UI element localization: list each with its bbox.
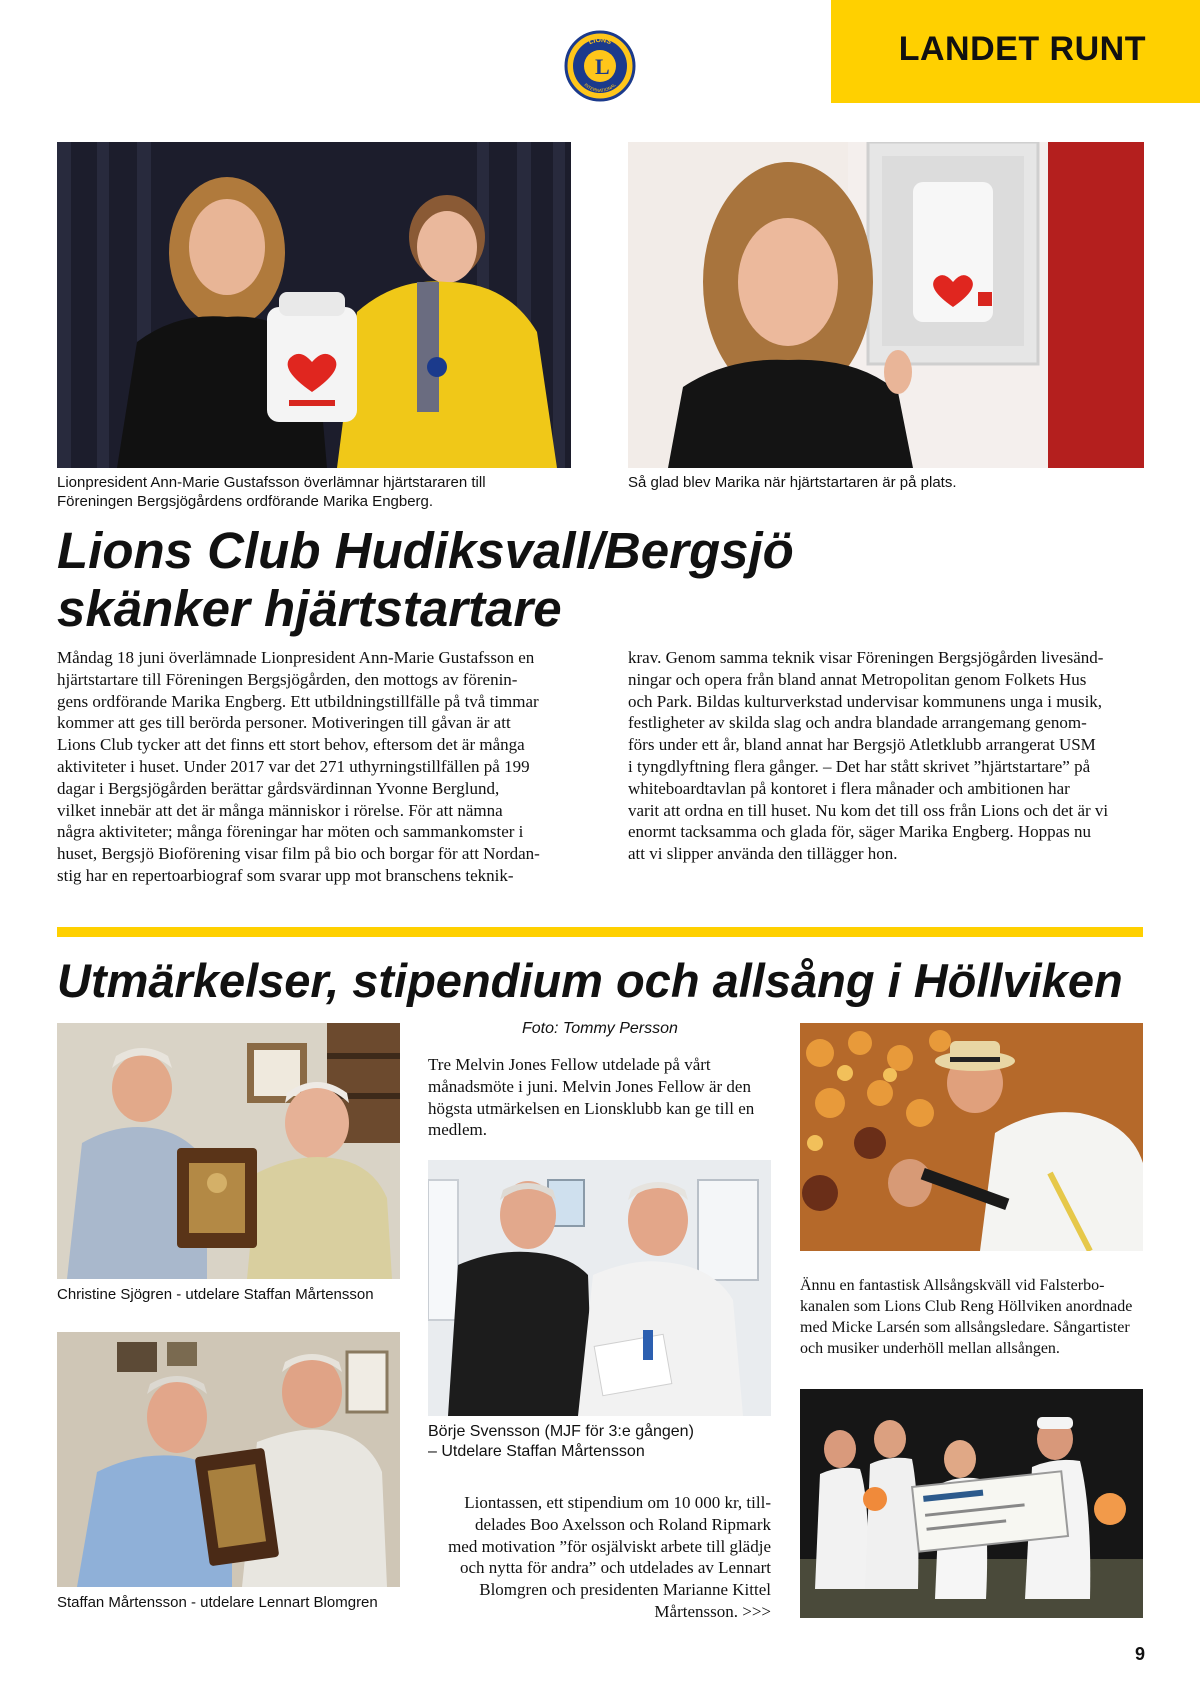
logo-text-bottom: INTERNATIONAL bbox=[583, 82, 617, 94]
article1-column-2 bbox=[628, 647, 1148, 865]
article1-column-1 bbox=[57, 647, 577, 887]
headline-line: skänker hjärtstartare bbox=[57, 580, 562, 637]
allsang-text bbox=[800, 1275, 1160, 1359]
body-line: varit att ordna en till huset. Nu kom det till oss från Lions och det är vi bbox=[628, 800, 1109, 820]
caption-line: – Utdelare Staffan Mårtensson bbox=[428, 1443, 645, 1460]
body-line: Ännu en fantastisk Allsångskväll vid Falsterbo- bbox=[800, 1277, 1105, 1294]
body-line: att vi slipper använda den tillägger hon. bbox=[628, 844, 898, 864]
body-line: ningar och opera från bland annat Metropolitan genom Folkets Hus bbox=[628, 669, 1087, 689]
photo-marika-aed bbox=[628, 142, 1144, 468]
section-title: LANDET RUNT bbox=[898, 30, 1146, 68]
headline-line: Lions Club Hudiksvall/Bergsjö bbox=[57, 522, 794, 579]
body-line: stig har en repertoarbiograf som svarar upp mot branschens teknik- bbox=[57, 865, 514, 885]
svg-text:L: L bbox=[595, 54, 610, 79]
body-line: med motivation ”för osjälviskt arbete till glädje bbox=[448, 1536, 771, 1556]
photo-liontassen-check bbox=[800, 1389, 1143, 1618]
body-line: Måndag 18 juni överlämnade Lionpresident Ann-Marie Gustafsson en bbox=[57, 648, 535, 667]
lions-logo bbox=[562, 28, 638, 104]
photo-borje-svensson bbox=[428, 1160, 771, 1416]
body-line: med Micke Larsén som allsångsledare. Sångartister bbox=[800, 1319, 1130, 1336]
body-line: högsta utmärkelsen en Lionsklubb kan ge till en bbox=[428, 1098, 755, 1118]
article2-headline: Utmärkelser, stipendium och allsång i Höllviken bbox=[57, 954, 1123, 1007]
body-line: enormt tacksamma och glada för, säger Marika Engberg. Hoppas nu bbox=[628, 822, 1092, 842]
body-line: medlem. bbox=[428, 1120, 488, 1140]
body-line: kommer att ges till berörda personer. Motiveringen till gåvan är att bbox=[57, 713, 511, 733]
body-line: Blomgren och presidenten Marianne Kittel bbox=[479, 1580, 771, 1600]
article1-headline bbox=[57, 522, 917, 638]
body-line: och musiker underhöll mellan allsången. bbox=[800, 1340, 1060, 1357]
photo-handover bbox=[57, 142, 571, 468]
body-line: krav. Genom samma teknik visar Föreningen Bergsjögården livesänd- bbox=[628, 648, 1104, 667]
body-line: Mårtensson. >>> bbox=[654, 1601, 771, 1621]
caption-borje bbox=[428, 1422, 788, 1462]
caption-christine: Christine Sjögren - utdelare Staffan Mårtensson bbox=[57, 1286, 374, 1303]
body-line: Liontassen, ett stipendium om 10 000 kr, till- bbox=[464, 1493, 771, 1512]
photo2-caption: Så glad blev Marika när hjärtstartaren är på plats. bbox=[628, 474, 957, 491]
body-line: dagar i Bergsjögården berättar gårdsvärdinnan Yvonne Berglund, bbox=[57, 778, 500, 798]
body-line: och nytta för andra” och utdelades av Lennart bbox=[459, 1558, 771, 1578]
photo1-caption bbox=[57, 473, 577, 511]
body-line: några aktiviteter; många föreningar har möten och sammankomster i bbox=[57, 822, 524, 842]
caption-staffan: Staffan Mårtensson - utdelare Lennart Blomgren bbox=[57, 1594, 378, 1611]
body-line: gens ordförande Marika Engberg. Ett utbildningstillfälle på två timmar bbox=[57, 691, 539, 711]
body-line: festligheter av skilda slag och andra blandade arrangemang genom- bbox=[628, 713, 1087, 733]
body-line: huset, Bergsjö Bioförening visar film på bio och borgar för att Nordan- bbox=[57, 844, 540, 864]
body-line: i tyngdlyftning flera gånger. – Det har stått skrivet ”hjärtstartare” på bbox=[628, 756, 1091, 776]
body-line: vilket innebär att det är många människor i rörelse. För att nämna bbox=[57, 800, 503, 820]
liontassen-text bbox=[428, 1492, 771, 1623]
section-banner bbox=[831, 0, 1200, 103]
caption-line: Börje Svensson (MJF för 3:e gången) bbox=[428, 1423, 694, 1440]
photo-allsang-crowd bbox=[800, 1023, 1143, 1251]
photo-credit: Foto: Tommy Persson bbox=[522, 1020, 678, 1037]
body-line: whiteboardtavlan på kontoret i flera månader och ambitionen har bbox=[628, 778, 1070, 798]
photo-staffan-martensson bbox=[57, 1332, 400, 1587]
page-number: 9 bbox=[1134, 1644, 1145, 1664]
body-line: och Park. Bildas kulturverkstad undervisar kommunens unga i musik, bbox=[628, 691, 1103, 711]
body-line: månadsmöte i juni. Melvin Jones Fellow är den bbox=[428, 1076, 751, 1096]
body-line: förs under ett år, bland annat har Bergsjö Atletklubb arrangerat USM bbox=[628, 735, 1096, 755]
logo-text-top: LIONS bbox=[587, 36, 613, 47]
body-line: hjärtstartare till Föreningen Bergsjögården, den mottogs av förenin- bbox=[57, 669, 518, 689]
caption-line: Lionpresident Ann-Marie Gustafsson överlämnar hjärtstararen till bbox=[57, 474, 486, 491]
photo-christine-sjogren bbox=[57, 1023, 400, 1279]
article2-intro bbox=[428, 1054, 788, 1141]
body-line: delades Boo Axelsson och Roland Ripmark bbox=[474, 1514, 771, 1534]
body-line: kanalen som Lions Club Reng Höllviken anordnade bbox=[800, 1298, 1133, 1315]
body-line: Lions Club tycker att det finns ett stort behov, eftersom det är många bbox=[57, 735, 525, 755]
body-line: Tre Melvin Jones Fellow utdelade på vårt bbox=[428, 1055, 711, 1074]
caption-line: Föreningen Bergsjögårdens ordförande Marika Engberg. bbox=[57, 493, 434, 510]
body-line: aktiviteter i huset. Under 2017 var det 271 uthyrningstillfällen på 199 bbox=[57, 756, 530, 776]
section-divider bbox=[57, 927, 1143, 937]
